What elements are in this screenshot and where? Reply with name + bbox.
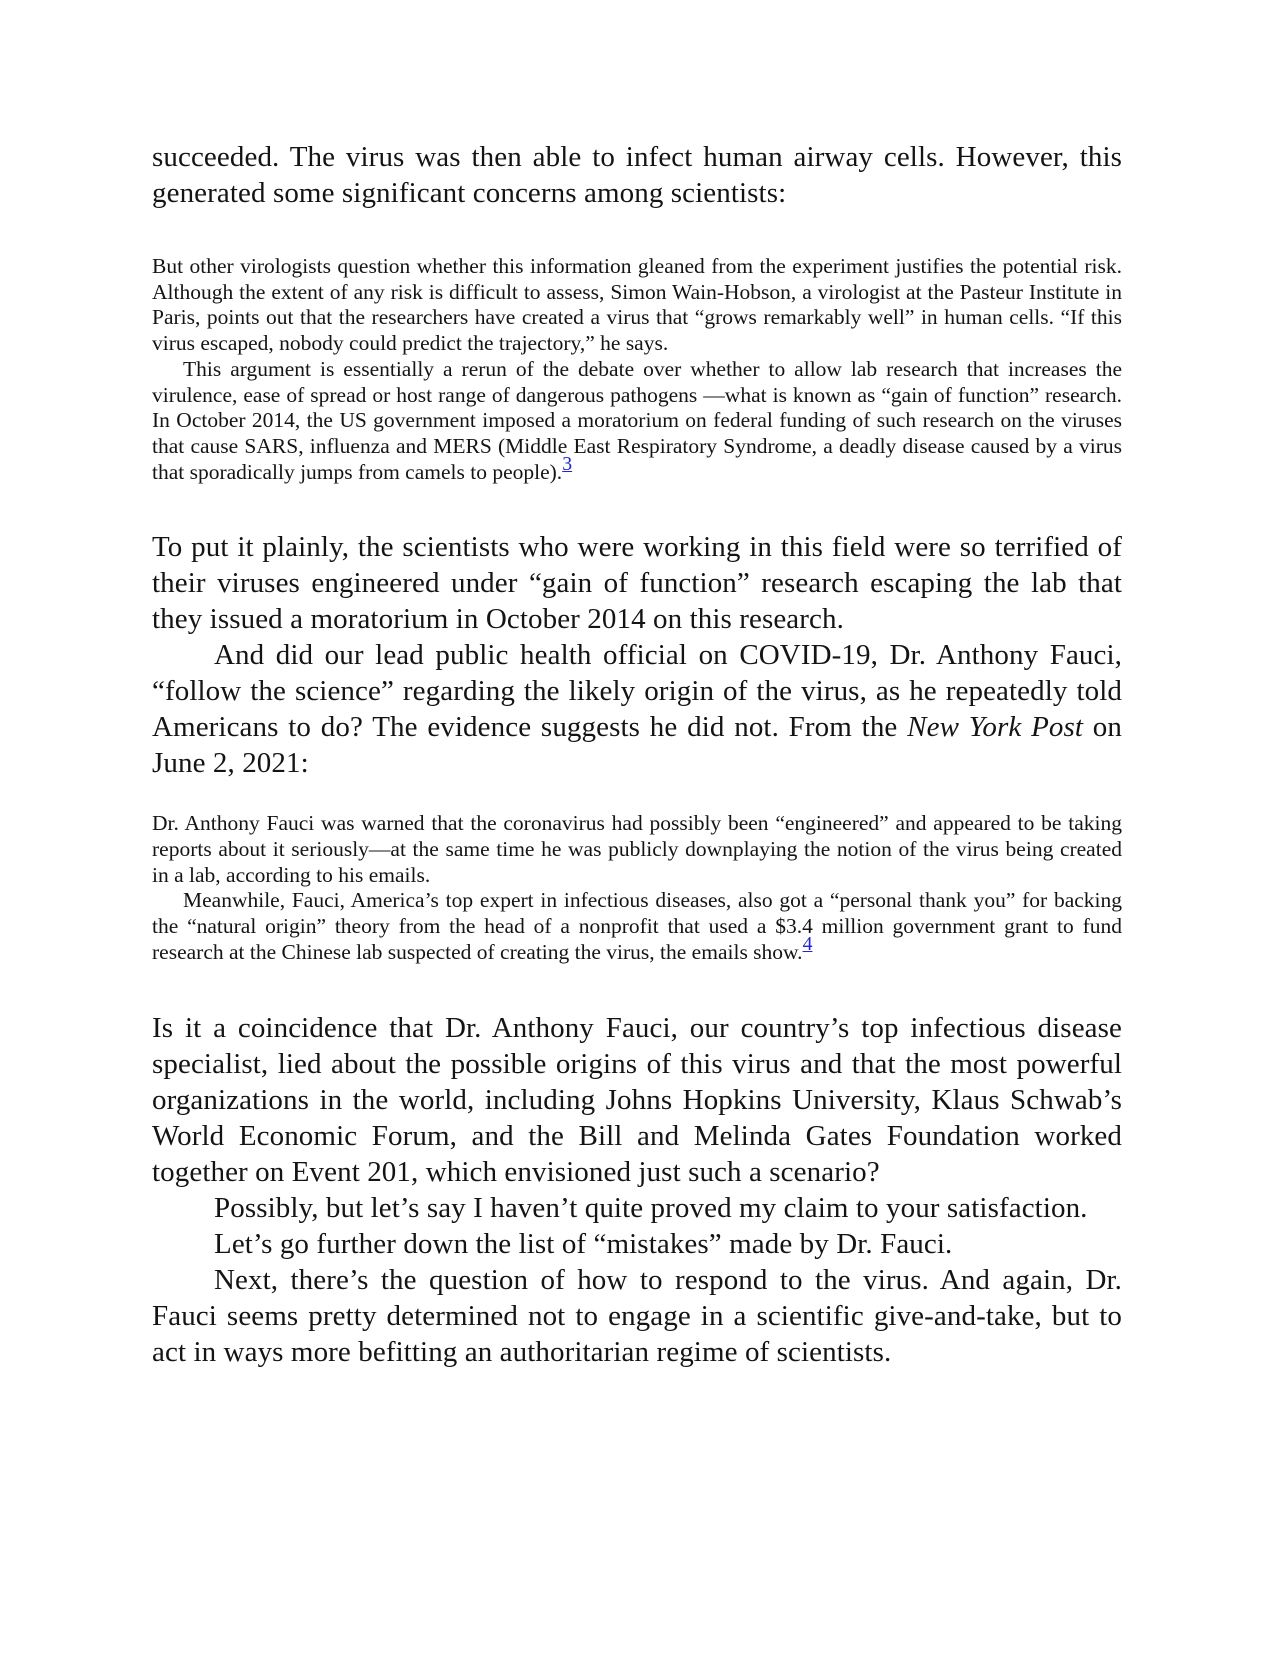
- paragraph-text: on June 2, 2021:: [152, 711, 1122, 780]
- block-quote-fauci-emails: [152, 811, 1122, 965]
- quote-paragraph: [152, 888, 1122, 965]
- paragraph-succeeded: succeeded. The virus was then able to infect human airway cells. However, this generated some significant concerns among scientists:: [152, 141, 1122, 209]
- paragraph-lets-go-further: Let’s go further down the list of “mistakes” made by Dr. Fauci.: [214, 1227, 953, 1260]
- quote-paragraph: But other virologists question whether this information gleaned from the experiment justifies the potential risk. Although the extent of any risk is difficult to assess, Simon Wain-Hobson, a virologist at the Pasteur Institute in Paris, points out that the researchers have created a virus that “grows remarkably well” in human cells. “If this virus escaped, nobody could predict the trajectory,” he says.: [152, 254, 1122, 356]
- paragraph-is-it-a-coincidence: Is it a coincidence that Dr. Anthony Fauci, our country’s top infectious disease specialist, lied about the possible origins of this virus and that the most powerful organizations in the world, including Johns Hopkins University, Klaus Schwab’s World Economic Forum, and the Bill and Melinda Gates Foundation worked together on Event 201, which envisioned just such a scenario?: [152, 1011, 1122, 1188]
- footnote-link-4[interactable]: 4: [802, 932, 813, 955]
- quote-text: This argument is essentially a rerun of the debate over whether to allow lab research that increases the virulence, ease of spread or host range of dangerous pathogens —what is known as “gain of function” research. In October 2014, the US government imposed a moratorium on federal funding of such research on the viruses that cause SARS, influenza and MERS (Middle East Respiratory Syndrome, a deadly disease caused by a virus that sporadically jumps from camels to people).: [152, 356, 1122, 484]
- block-quote-virologists: [152, 254, 1122, 485]
- quote-paragraph: Dr. Anthony Fauci was warned that the coronavirus had possibly been “engineered” and appeared to be taking reports about it seriously—at the same time he was publicly downplaying the notion of the virus being created in a lab, according to his emails.: [152, 811, 1122, 887]
- paragraph-possibly: Possibly, but let’s say I haven’t quite proved my claim to your satisfaction.: [214, 1191, 1088, 1224]
- paragraph-and-did: [152, 637, 1122, 781]
- quote-paragraph: [152, 357, 1122, 486]
- footnote-link-3[interactable]: 3: [562, 452, 573, 475]
- paragraph-to-put-it-plainly: To put it plainly, the scientists who were working in this field were so terrified of their viruses engineered under “gain of function” research escaping the lab that they issued a moratorium in October 2014 on this research.: [152, 531, 1122, 636]
- page-text-column: [152, 0, 1122, 1370]
- paragraph-text: And did our lead public health official on COVID-19, Dr. Anthony Fauci, “follow the science” regarding the likely origin of the virus, as he repeatedly told Americans to do? The evidence suggests he did not. From the: [152, 639, 1122, 744]
- publication-title: New York Post: [907, 711, 1084, 744]
- quote-text: Meanwhile, Fauci, America’s top expert in infectious diseases, also got a “personal thank you” for backing the “natural origin” theory from the head of a nonprofit that used a $3.4 million government grant to fund research at the Chinese lab suspected of creating the virus, the emails show.: [152, 888, 1122, 964]
- paragraph-next-question: Next, there’s the question of how to respond to the virus. And again, Dr. Fauci seems pretty determined not to engage in a scientific give-and-take, but to act in ways more befitting an authoritarian regime of scientists.: [152, 1263, 1122, 1368]
